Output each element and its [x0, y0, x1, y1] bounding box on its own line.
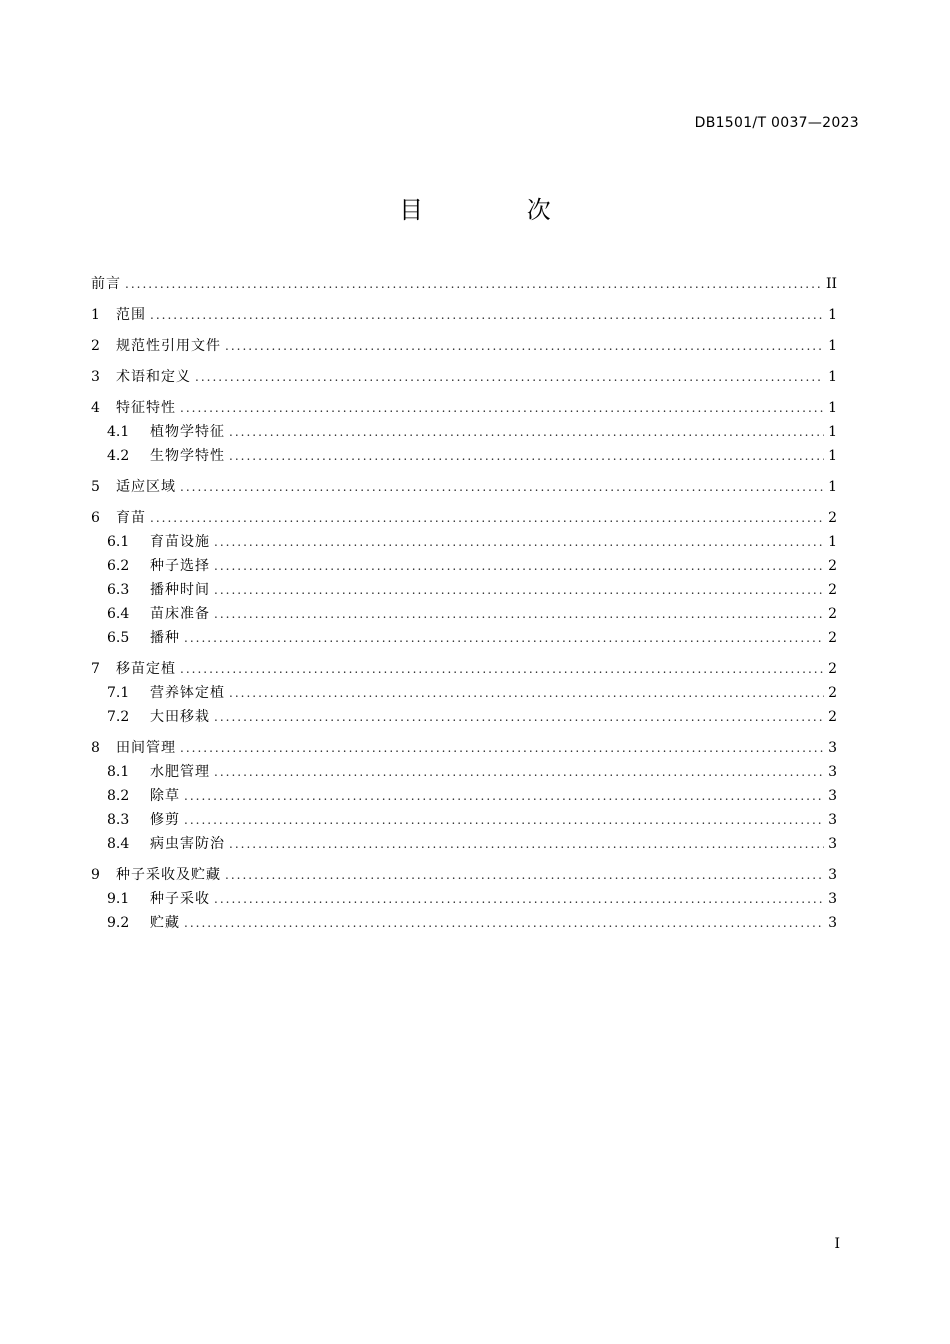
toc-entry-page: 3	[828, 740, 837, 756]
toc-entry-number: 9	[91, 867, 100, 883]
toc-entry-label: 前言	[91, 276, 121, 292]
toc-entry-page: 2	[828, 582, 837, 598]
toc-entry[interactable]	[91, 736, 837, 760]
toc-entry-page: 2	[828, 558, 837, 574]
toc-entry-page: 1	[828, 448, 837, 464]
toc-leader-dots	[229, 832, 824, 856]
toc-entry-label: 植物学特征	[150, 424, 225, 440]
toc-leader-dots	[184, 808, 824, 832]
toc-entry-page: 1	[828, 307, 837, 323]
toc-entry-number: 9.1	[107, 891, 130, 907]
toc-entry-label: 贮藏	[150, 915, 180, 931]
toc-entry-page: 1	[828, 338, 837, 354]
toc-leader-dots	[184, 911, 824, 935]
document-code: DB1501/T 0037—2023	[694, 115, 859, 131]
toc-entry[interactable]	[91, 272, 837, 296]
toc-entry-number: 6.1	[107, 534, 130, 550]
toc-entry-page: 3	[828, 891, 837, 907]
page-number: I	[834, 1236, 840, 1252]
toc-entry[interactable]	[91, 334, 837, 358]
toc-leader-dots	[150, 303, 824, 327]
toc-entry-label: 种子采收	[150, 891, 210, 907]
toc-entry-number: 4.1	[107, 424, 130, 440]
toc-entry-label: 育苗设施	[150, 534, 210, 550]
toc-entry-page: 1	[828, 369, 837, 385]
toc-entry-page: 2	[828, 630, 837, 646]
toc-entry-number: 7	[91, 661, 100, 677]
toc-entry[interactable]	[91, 506, 837, 530]
toc-entry-label: 特征特性	[116, 400, 176, 416]
toc-entry-number: 7.2	[107, 709, 130, 725]
toc-entry[interactable]	[91, 626, 837, 650]
toc-entry-page: 3	[828, 867, 837, 883]
toc-entry[interactable]	[91, 475, 837, 499]
toc-leader-dots	[214, 530, 824, 554]
toc-entry[interactable]	[91, 657, 837, 681]
toc-entry-page: 3	[828, 788, 837, 804]
toc-entry-page: 2	[828, 685, 837, 701]
toc-leader-dots	[195, 365, 824, 389]
toc-entry[interactable]	[91, 784, 837, 808]
toc-entry-number: 7.1	[107, 685, 130, 701]
toc-entry-label: 大田移栽	[150, 709, 210, 725]
toc-entry-label: 术语和定义	[116, 369, 191, 385]
toc-entry-label: 规范性引用文件	[116, 338, 221, 354]
toc-entry-number: 8	[91, 740, 100, 756]
toc-entry[interactable]	[91, 681, 837, 705]
toc-entry-number: 3	[91, 369, 100, 385]
toc-entry-label: 移苗定植	[116, 661, 176, 677]
toc-entry[interactable]	[91, 420, 837, 444]
toc-entry-page: 2	[828, 661, 837, 677]
toc-entry-page: 3	[828, 764, 837, 780]
toc-leader-dots	[180, 736, 824, 760]
toc-leader-dots	[229, 444, 824, 468]
toc-leader-dots	[225, 334, 824, 358]
toc-leader-dots	[214, 887, 824, 911]
toc-entry-number: 8.3	[107, 812, 130, 828]
toc-entry-page: 2	[828, 709, 837, 725]
toc-entry-number: 5	[91, 479, 100, 495]
toc-leader-dots	[229, 681, 824, 705]
toc-entry[interactable]	[91, 578, 837, 602]
toc-entry-number: 8.2	[107, 788, 130, 804]
toc-entry-label: 水肥管理	[150, 764, 210, 780]
toc-entry-label: 播种时间	[150, 582, 210, 598]
toc-entry[interactable]	[91, 530, 837, 554]
toc-leader-dots	[125, 272, 822, 296]
toc-entry-page: 1	[828, 479, 837, 495]
toc-entry[interactable]	[91, 444, 837, 468]
toc-entry[interactable]	[91, 554, 837, 578]
toc-entry-page: 1	[828, 424, 837, 440]
toc-entry-page: 1	[828, 400, 837, 416]
toc-entry-page: 3	[828, 836, 837, 852]
toc-leader-dots	[184, 784, 824, 808]
toc-entry[interactable]	[91, 760, 837, 784]
toc-entry-label: 除草	[150, 788, 180, 804]
toc-entry-number: 6.3	[107, 582, 130, 598]
toc-entry-label: 病虫害防治	[150, 836, 225, 852]
toc-entry-number: 2	[91, 338, 100, 354]
toc-entry-label: 播种	[150, 630, 180, 646]
toc-entry-number: 8.1	[107, 764, 130, 780]
toc-entry[interactable]	[91, 396, 837, 420]
toc-leader-dots	[184, 626, 824, 650]
toc-entry[interactable]	[91, 602, 837, 626]
toc-entry-page: II	[825, 276, 837, 292]
toc-leader-dots	[214, 578, 824, 602]
toc-entry-label: 田间管理	[116, 740, 176, 756]
toc-entry[interactable]	[91, 705, 837, 729]
toc-leader-dots	[214, 760, 824, 784]
toc-entry-label: 适应区域	[116, 479, 176, 495]
toc-entry-label: 营养钵定植	[150, 685, 225, 701]
toc-entry-label: 种子选择	[150, 558, 210, 574]
toc-entry-label: 育苗	[116, 510, 146, 526]
toc-leader-dots	[180, 396, 824, 420]
toc-entry[interactable]	[91, 365, 837, 389]
toc-entry-page: 1	[828, 534, 837, 550]
toc-entry-label: 生物学特性	[150, 448, 225, 464]
toc-leader-dots	[180, 657, 824, 681]
toc-leader-dots	[229, 420, 824, 444]
toc-entry-page: 3	[828, 812, 837, 828]
toc-entry-number: 6.2	[107, 558, 130, 574]
toc-leader-dots	[214, 705, 824, 729]
toc-entry-number: 6.5	[107, 630, 130, 646]
toc-entry-label: 范围	[116, 307, 146, 323]
toc-leader-dots	[180, 475, 824, 499]
page-title: 目 次	[399, 196, 599, 224]
toc-entry-number: 4	[91, 400, 100, 416]
toc-entry-number: 8.4	[107, 836, 130, 852]
toc-entry-number: 1	[91, 307, 100, 323]
toc-entry-number: 9.2	[107, 915, 130, 931]
toc-leader-dots	[214, 554, 824, 578]
toc-entry-page: 2	[828, 606, 837, 622]
toc-entry[interactable]	[91, 887, 837, 911]
toc-entry[interactable]	[91, 911, 837, 935]
toc-leader-dots	[150, 506, 824, 530]
toc-entry-label: 种子采收及贮藏	[116, 867, 221, 883]
toc-entry-page: 2	[828, 510, 837, 526]
toc-entry-number: 4.2	[107, 448, 130, 464]
toc-entry[interactable]	[91, 303, 837, 327]
toc-entry-label: 苗床准备	[150, 606, 210, 622]
toc-entry[interactable]	[91, 808, 837, 832]
toc-entry-page: 3	[828, 915, 837, 931]
toc-leader-dots	[225, 863, 824, 887]
toc-entry[interactable]	[91, 863, 837, 887]
toc-leader-dots	[214, 602, 824, 626]
toc-entry-number: 6	[91, 510, 100, 526]
toc-entry-number: 6.4	[107, 606, 130, 622]
toc-entry-label: 修剪	[150, 812, 180, 828]
toc-entry[interactable]	[91, 832, 837, 856]
table-of-contents	[91, 272, 837, 935]
